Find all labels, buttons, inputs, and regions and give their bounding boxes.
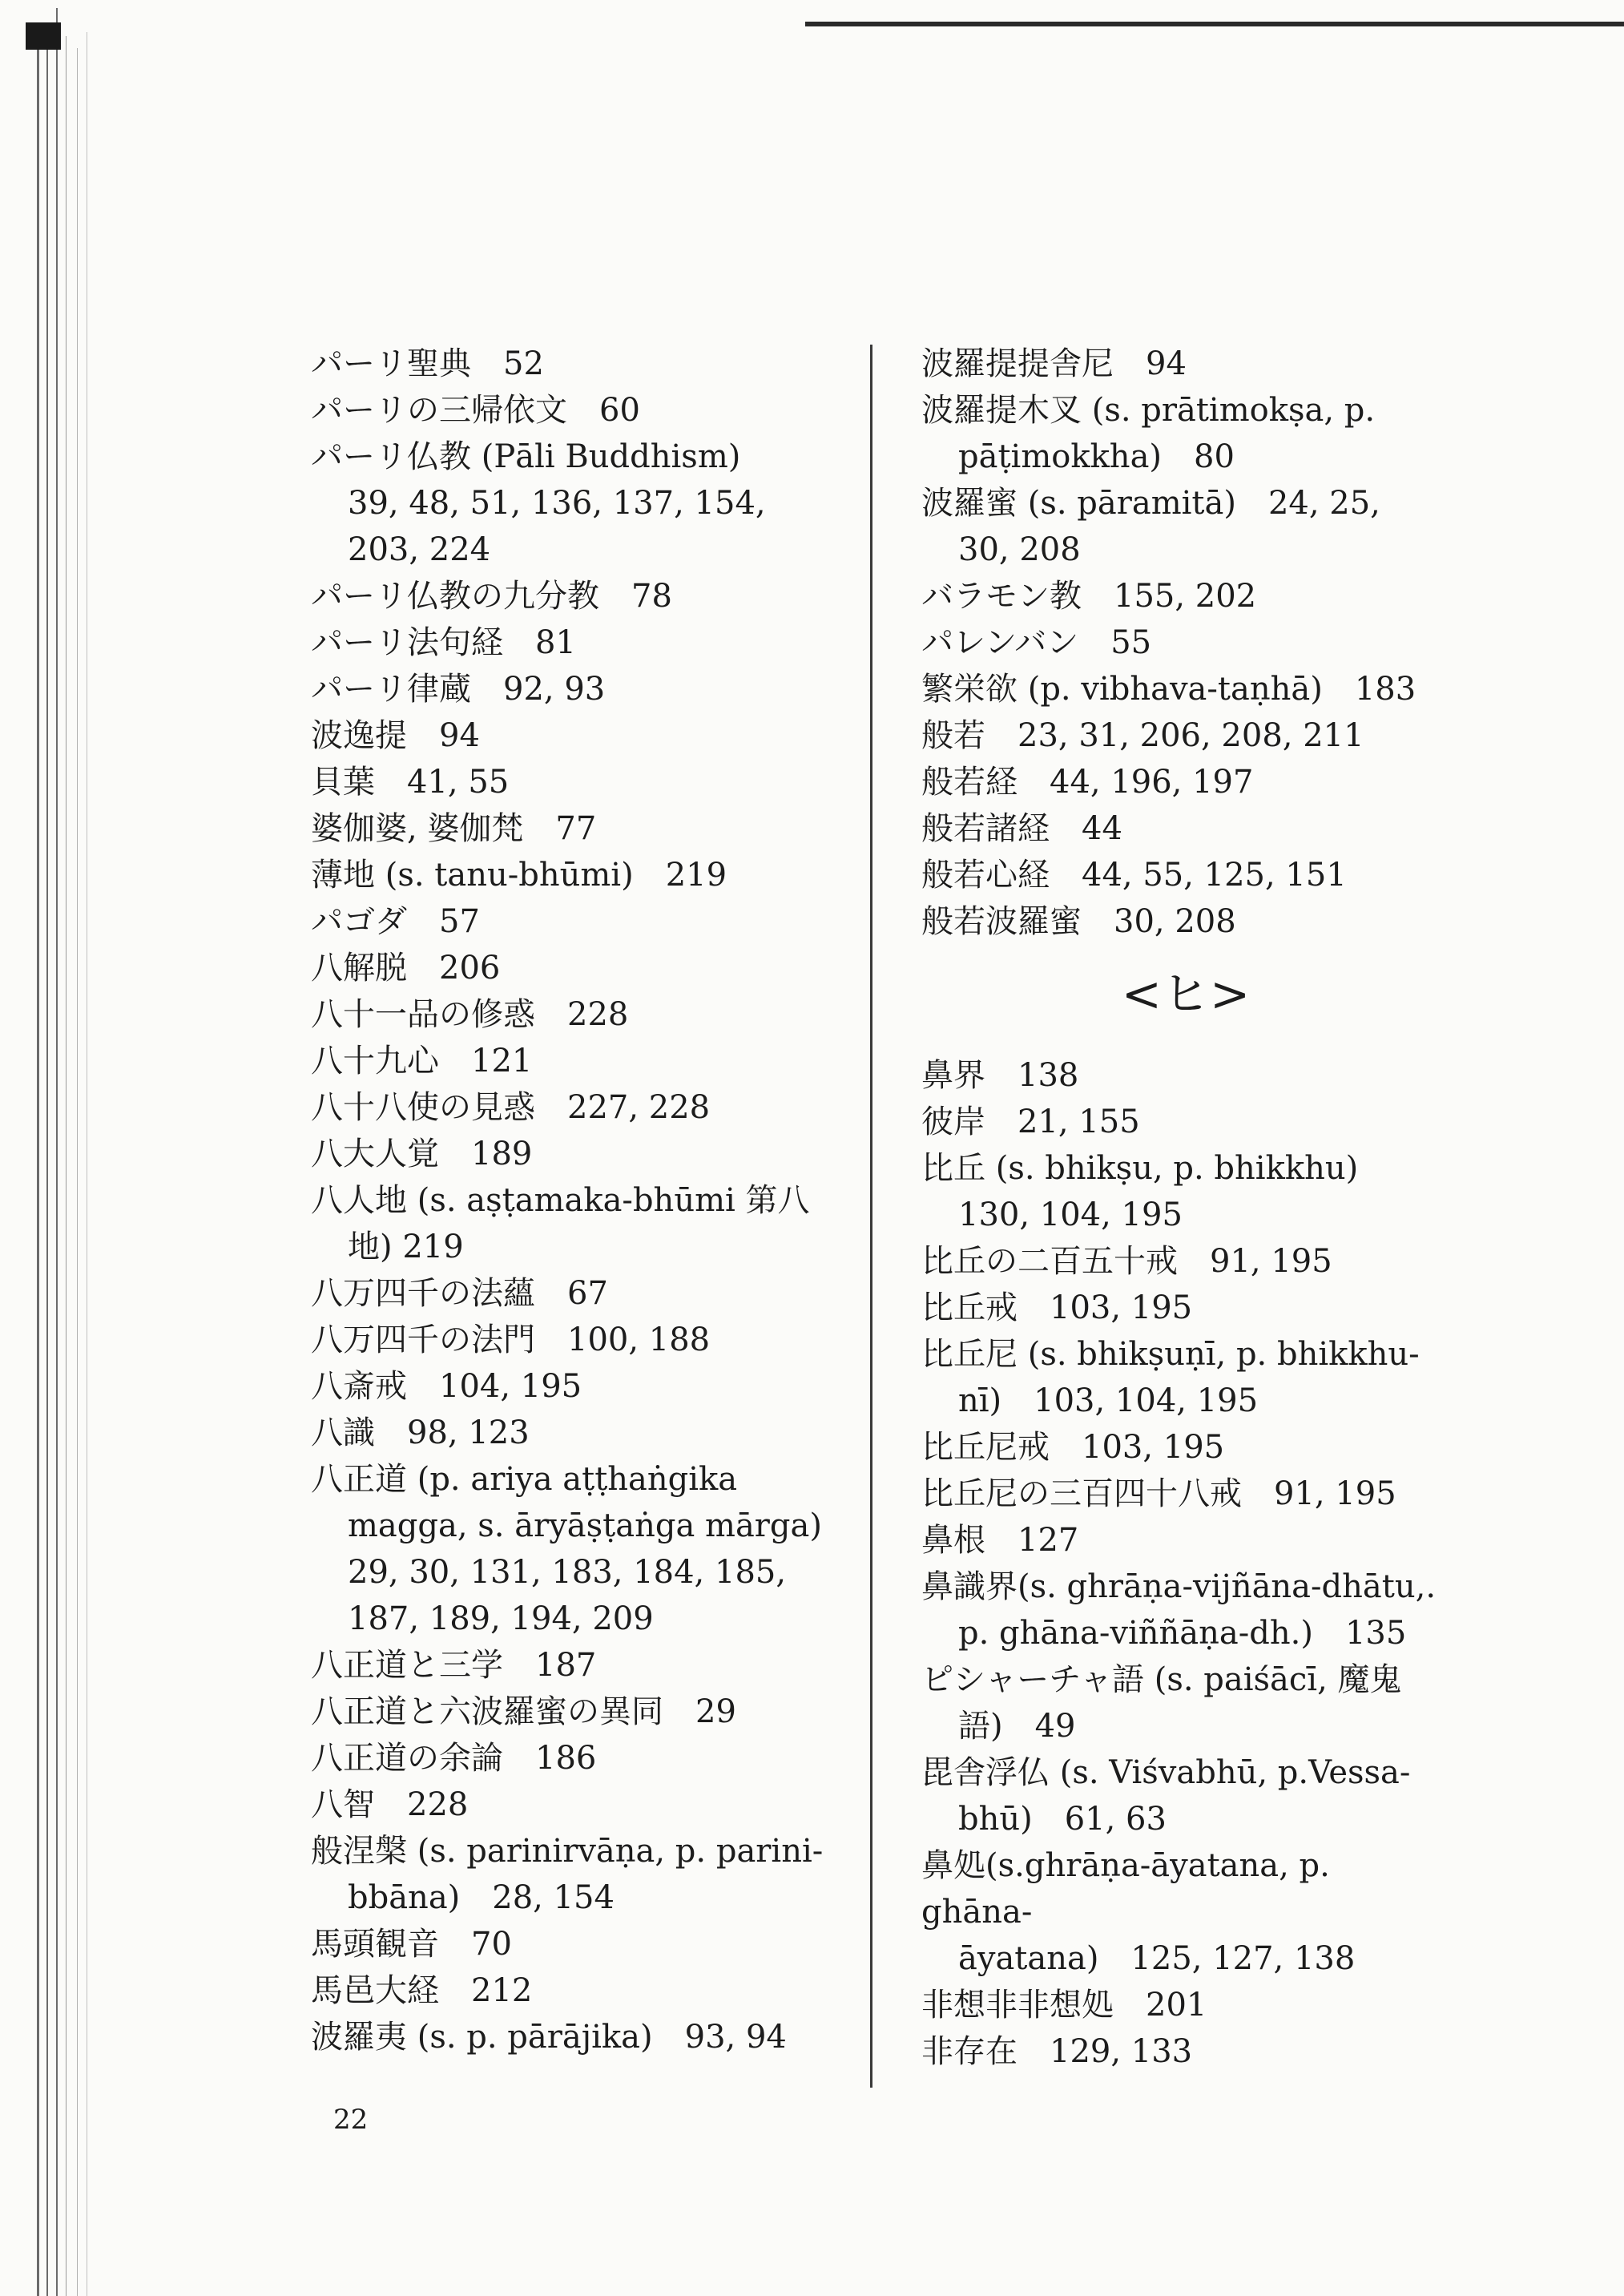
entry-line: 八斎戒 104, 195 [311, 1368, 582, 1405]
index-entry [311, 1131, 840, 1177]
entry-line: パーリ仏教 (Pāli Buddhism) [311, 438, 741, 475]
entry-continuation: āyatana) 125, 127, 138 [958, 1940, 1356, 1977]
entry-continuation: 30, 208 [958, 531, 1081, 568]
index-entry [311, 1782, 840, 1828]
entry-line: 般若諸経 44 [921, 810, 1122, 847]
entry-line: 比丘尼 (s. bhikṣuṇī, p. bhikkhu- [921, 1336, 1420, 1373]
index-entry [921, 619, 1450, 666]
page-number: 22 [333, 2104, 369, 2136]
top-rule [805, 22, 1624, 26]
entry-line: 般若 23, 31, 206, 208, 211 [921, 717, 1364, 754]
entry-line: 八大人覚 189 [311, 1136, 533, 1172]
index-entry [311, 1363, 840, 1410]
index-entry [921, 387, 1450, 480]
index-entry [921, 1471, 1450, 1517]
index-entry [311, 1828, 840, 1921]
index-entry [311, 805, 840, 852]
index-entry [311, 387, 840, 434]
entry-continuation: nī) 103, 104, 195 [958, 1382, 1259, 1419]
entry-line: 薄地 (s. tanu-bhūmi) 219 [311, 857, 727, 894]
entry-continuation: 地) 219 [348, 1229, 464, 1265]
entry-line: 八十八使の見惑 227, 228 [311, 1089, 711, 1126]
index-entry [921, 480, 1450, 573]
entry-line: パレンバン 55 [921, 624, 1152, 661]
index-entry [921, 1424, 1450, 1471]
index-entry [921, 666, 1450, 712]
index-entry [311, 991, 840, 1038]
index-entry [921, 1238, 1450, 1285]
entry-line: 非想非非想処 201 [921, 1987, 1207, 2024]
entry-line: 波羅提提舎尼 94 [921, 345, 1187, 382]
entry-line: パーリ律蔵 92, 93 [311, 671, 606, 708]
entry-line: 比丘尼戒 103, 195 [921, 1429, 1225, 1466]
index-entry [921, 898, 1450, 945]
entry-line: 八万四千の法門 100, 188 [311, 1322, 711, 1358]
entry-line: 波羅提木叉 (s. prātimokṣa, p. [921, 392, 1376, 429]
index-entry [311, 573, 840, 619]
index-entry [311, 1317, 840, 1363]
entry-line: 非存在 129, 133 [921, 2033, 1193, 2070]
index-entry [311, 434, 840, 573]
index-entry [921, 1517, 1450, 1564]
index-entry [311, 1642, 840, 1689]
entry-line: 鼻根 127 [921, 1522, 1079, 1559]
entry-line: 八正道と三学 187 [311, 1647, 597, 1684]
entry-line: 八正道の余論 186 [311, 1740, 597, 1777]
index-entry [921, 1331, 1450, 1424]
index-entry [311, 1456, 840, 1642]
index-entry [921, 1285, 1450, 1331]
entry-line: 貝葉 41, 55 [311, 764, 510, 801]
entry-line: 八万四千の法蘊 67 [311, 1275, 608, 1312]
index-entry [921, 341, 1450, 387]
entry-line: 八十九心 121 [311, 1043, 533, 1079]
entry-line: 波羅夷 (s. p. pārājika) 93, 94 [311, 2019, 787, 2056]
entry-continuation: bhū) 61, 63 [958, 1801, 1167, 1838]
index-entry [311, 945, 840, 991]
entry-continuation: bbāna) 28, 154 [348, 1879, 615, 1916]
right-column-top [921, 341, 1450, 945]
entry-line: 鼻界 138 [921, 1057, 1079, 1094]
index-entry [311, 1270, 840, 1317]
right-column [921, 341, 1450, 2075]
entry-line: 馬頭観音 70 [311, 1926, 512, 1963]
entry-line: 波羅蜜 (s. pāramitā) 24, 25, [921, 485, 1380, 522]
index-entry [921, 1656, 1450, 1749]
entry-line: パーリ仏教の九分教 78 [311, 578, 672, 615]
entry-line: ピシャーチャ語 (s. paiśācī, 魔鬼 [921, 1661, 1402, 1698]
entry-line: 般若経 44, 196, 197 [921, 764, 1254, 801]
index-entry [311, 1410, 840, 1456]
entry-line: 般若心経 44, 55, 125, 151 [921, 857, 1347, 894]
index-entry [311, 2014, 840, 2060]
index-entry [311, 1967, 840, 2014]
index-entry [921, 712, 1450, 759]
index-entry [921, 1842, 1450, 1982]
entry-line: 八十一品の修惑 228 [311, 996, 629, 1033]
entry-line: パゴダ 57 [311, 903, 480, 940]
entry-line: 鼻処(s.ghrāṇa-āyatana, p. ghāna- [921, 1847, 1330, 1931]
entry-line: パーリ聖典 52 [311, 345, 544, 382]
index-entry [921, 2028, 1450, 2075]
entry-continuation: 39, 48, 51, 136, 137, 154, [348, 485, 766, 522]
entry-line: パーリ法句経 81 [311, 624, 576, 661]
index-entry [921, 805, 1450, 852]
entry-continuation: p. ghāna-viññāṇa-dh.) 135 [958, 1615, 1407, 1652]
entry-line: 比丘戒 103, 195 [921, 1289, 1193, 1326]
index-entry [921, 852, 1450, 898]
column-divider [870, 345, 872, 2088]
entry-line: 般涅槃 (s. parinirvāṇa, p. parini- [311, 1833, 824, 1870]
entry-line: 八智 228 [311, 1786, 469, 1823]
index-entry [921, 1145, 1450, 1238]
index-entry [311, 898, 840, 945]
index-entry [921, 759, 1450, 805]
index-entry [311, 1177, 840, 1270]
index-entry [921, 1982, 1450, 2028]
entry-line: 般若波羅蜜 30, 208 [921, 903, 1236, 940]
entry-line: 比丘の二百五十戒 91, 195 [921, 1243, 1332, 1280]
section-heading: <ヒ> [1121, 966, 1251, 1023]
entry-line: 八人地 (s. aṣṭamaka-bhūmi 第八 [311, 1182, 810, 1219]
entry-line: 比丘尼の三百四十八戒 91, 195 [921, 1475, 1396, 1512]
entry-line: 馬邑大経 212 [311, 1972, 533, 2009]
index-entry [311, 341, 840, 387]
index-entry [311, 852, 840, 898]
index-entry [311, 1038, 840, 1084]
scan-edge [0, 0, 92, 2296]
index-entry [311, 1689, 840, 1735]
entry-line: 比丘 (s. bhikṣu, p. bhikkhu) [921, 1150, 1359, 1187]
entry-continuation: magga, s. āryāṣṭaṅga mārga) [348, 1507, 822, 1544]
entry-line: バラモン教 155, 202 [921, 578, 1257, 615]
entry-line: 鼻識界(s. ghrāṇa-vijñāna-dhātu,. [921, 1568, 1437, 1605]
index-entry [921, 573, 1450, 619]
left-column [311, 341, 840, 2060]
entry-line: パーリの三帰依文 60 [311, 392, 640, 429]
index-entry [921, 1052, 1450, 1099]
entry-line: 毘舎浮仏 (s. Viśvabhū, p.Vessa- [921, 1754, 1411, 1791]
index-entry [311, 759, 840, 805]
entry-line: 婆伽婆, 婆伽梵 77 [311, 810, 597, 847]
entry-line: 八正道と六波羅蜜の異同 29 [311, 1693, 736, 1730]
index-entry [311, 666, 840, 712]
entry-continuation: pāṭimokkha) 80 [958, 438, 1235, 475]
entry-line: 繁栄欲 (p. vibhava-taṇhā) 183 [921, 671, 1416, 708]
entry-line: 波逸提 94 [311, 717, 480, 754]
entry-continuation: 29, 30, 131, 183, 184, 185, [348, 1554, 787, 1591]
index-entry [921, 1749, 1450, 1842]
entry-line: 八正道 (p. ariya aṭṭhaṅgika [311, 1461, 738, 1498]
index-entry [311, 1084, 840, 1131]
index-entry [921, 1099, 1450, 1145]
right-column-bottom [921, 1052, 1450, 2075]
index-entry [921, 1564, 1450, 1656]
index-entry [311, 712, 840, 759]
index-entry [311, 1921, 840, 1967]
entry-line: 八解脱 206 [311, 950, 501, 987]
index-entry [311, 1735, 840, 1782]
entry-continuation: 203, 224 [348, 531, 491, 568]
corner-mark [26, 22, 61, 50]
entry-line: 八識 98, 123 [311, 1414, 530, 1451]
index-entry [311, 619, 840, 666]
entry-continuation: 187, 189, 194, 209 [348, 1600, 654, 1637]
entry-continuation: 130, 104, 195 [958, 1196, 1183, 1233]
entry-continuation: 語) 49 [958, 1708, 1076, 1745]
entry-line: 彼岸 21, 155 [921, 1104, 1140, 1140]
